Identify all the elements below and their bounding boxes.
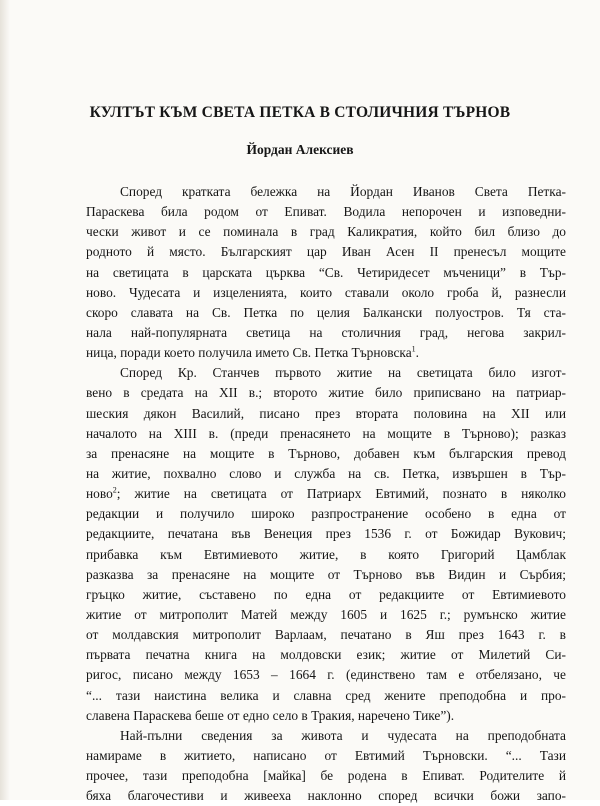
text-line: вено в средата на XII в.; второто житие било приписвано на патриар- (86, 385, 566, 401)
text-line (86, 484, 566, 504)
text-line: житие от митрополит Матей между 1605 и 1625 г.; румънско житие (86, 606, 566, 622)
text-line: началото на XIII в. (преди пренасянето на мощите в Търново); разказ (86, 425, 566, 441)
paragraph (86, 363, 566, 726)
text-line: за пренасяне на мощите в Търново, добавен към българския превод (86, 445, 566, 461)
text-line-content: ; житие на светицата от Патриарх Евтимий, познато в няколко (116, 486, 566, 502)
text-line: Параскева била родом от Епиват. Водила непорочен и изповедни- (86, 204, 566, 220)
text-line: прочее, тази преподобна [майка] бе родена в Епиват. Родителите й (86, 768, 566, 784)
text-line: Според Кр. Станчев първото житие на светицата било изгот- (120, 365, 566, 381)
text-line: “... тази наистина велика и славна сред жените преподобна и про- (86, 687, 566, 703)
article-title: КУЛТЪТ КЪМ СВЕТА ПЕТКА В СТОЛИЧНИЯ ТЪРНОВ (89, 104, 511, 121)
text-line: на светицата в царската църква “Св. Четиридесет мъченици” в Тър- (86, 264, 566, 280)
text-line: скоро славата на Св. Петка по целия Балкански полуостров. Тя ста- (86, 304, 566, 320)
text-line: нала най-популярната светица на столичния град, негова закрил- (86, 324, 566, 340)
text-line: разказва за пренасяне на мощите от Търново във Видин и Сърбия; (86, 566, 566, 582)
period: . (415, 345, 420, 361)
text-line-content: ница, поради което получила името Св. Петка Търновска (86, 345, 412, 361)
text-line: ново. Чудесата и изцеленията, които ставали около гроба й, разнесли (86, 284, 566, 300)
footnote-mark: 1 (411, 344, 416, 354)
text-line: чески живот и се поминала в град Каликратия, който бил близо до (86, 224, 566, 240)
paragraph (86, 182, 566, 363)
text-line (86, 343, 566, 363)
text-line: Според кратката бележка на Йордан Иванов Света Петка- (120, 184, 566, 199)
article-body (86, 182, 566, 806)
text-line: намираме в житието, написано от Евтимий Търновски. “... Тази (86, 747, 566, 763)
text-line: на житие, похвално слово и служба на св. Петка, извършен в Тър- (86, 465, 566, 481)
text-line: редакциите, печатана във Венеция през 1536 г. от Божидар Вукович; (86, 526, 566, 542)
text-line: бяха благочестиви и живееха наклонно според всички божи запо- (86, 788, 566, 804)
text-line: редакции и получило широко разпространение особено в една от (86, 506, 566, 522)
text-line: от молдавския митрополит Варлаам, печатано в Яш през 1643 г. в (86, 627, 566, 643)
text-line: прибавка към Евтимиевото житие, в която Григорий Цамблак (86, 546, 566, 562)
text-line: ригос, писано между 1653 – 1664 г. (единствено там е отбелязано, че (86, 667, 566, 683)
text-line: първата печатна книга на молдовски език; житие от Милетий Си- (86, 647, 566, 663)
text-line: гръцко житие, съставено по една от редакциите от Евтимиевото (86, 586, 566, 602)
article-author: Йордан Алексиев (246, 142, 354, 157)
text-line-content: ново (86, 486, 113, 502)
footnote-mark: 2 (112, 485, 117, 495)
text-line: шеския дякон Василий, писано през втората половина на XII или (86, 405, 566, 421)
text-line: славена Параскева беше от едно село в Тракия, наречено Тике”). (86, 707, 455, 723)
text-line: родното й място. Българският цар Иван Асен II пренесъл мощите (86, 244, 566, 260)
paragraph (86, 726, 566, 806)
text-line: Най-пълни сведения за живота и чудесата на преподобната (120, 727, 566, 743)
